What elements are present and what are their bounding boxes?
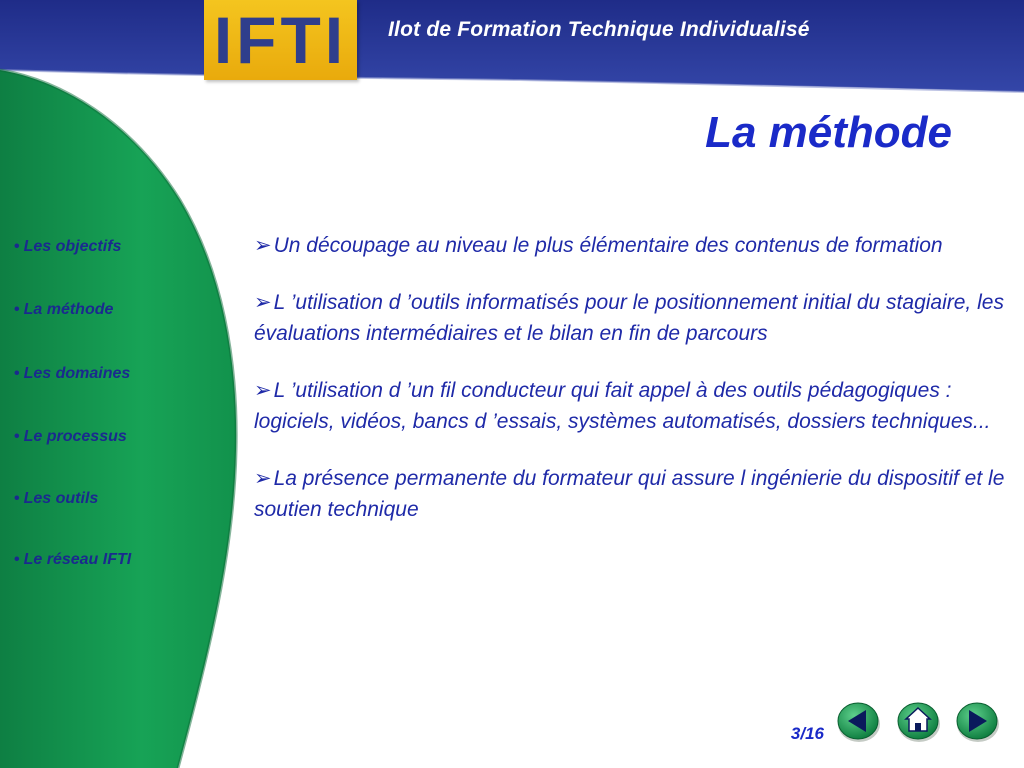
sidebar-item-label: La méthode: [23, 301, 114, 318]
header-title: Ilot de Formation Technique Individualisé: [388, 18, 810, 41]
page-number: 3/16: [790, 724, 824, 743]
content-paragraph: [254, 375, 1016, 437]
arrow-bullet-icon: ➢: [254, 379, 272, 402]
arrow-bullet-icon: ➢: [254, 291, 272, 314]
sidebar-item-outils[interactable]: • Les outils: [14, 490, 99, 507]
sidebar-item-label: Le réseau IFTI: [23, 551, 132, 568]
sidebar: [0, 60, 250, 768]
arrow-bullet-icon: ➢: [254, 234, 272, 257]
sidebar-item-label: Les objectifs: [23, 238, 122, 255]
sidebar-item-processus[interactable]: • Le processus: [14, 428, 127, 445]
home-icon: [896, 700, 942, 744]
content-body: [254, 230, 1016, 551]
home-button[interactable]: [896, 700, 942, 744]
sidebar-item-label: Les outils: [23, 490, 99, 507]
logo-text: IFTI: [213, 3, 348, 77]
content-paragraph: [254, 230, 1016, 261]
paragraph-text: L ’utilisation d ’outils informatisés pour le positionnement initial du stagiaire, les évaluations intermédiaires et le bilan en fin de parcours: [254, 291, 1004, 345]
arrow-bullet-icon: ➢: [254, 467, 272, 490]
sidebar-item-label: Les domaines: [23, 365, 131, 382]
next-button[interactable]: [955, 700, 1001, 744]
paragraph-text: L ’utilisation d ’un fil conducteur qui fait appel à des outils pédagogiques : logiciels, vidéos, bancs d ’essais, systèmes automatisés, dossiers techniques...: [254, 379, 991, 433]
content-paragraph: [254, 463, 1016, 525]
sidebar-item-objectifs[interactable]: • Les objectifs: [14, 238, 122, 255]
next-arrow-icon: [955, 700, 1001, 744]
paragraph-text: La présence permanente du formateur qui assure l ingénierie du dispositif et le soutien technique: [254, 467, 1005, 521]
previous-button[interactable]: [836, 700, 882, 744]
sidebar-item-reseau[interactable]: • Le réseau IFTI: [14, 551, 132, 568]
sidebar-item-methode[interactable]: • La méthode: [14, 301, 114, 318]
slide-title: La méthode: [705, 108, 952, 157]
paragraph-text: Un découpage au niveau le plus élémentaire des contenus de formation: [273, 234, 943, 257]
previous-arrow-icon: [836, 700, 882, 744]
sidebar-green-curve: [0, 60, 250, 768]
content-paragraph: [254, 287, 1016, 349]
sidebar-item-label: Le processus: [23, 428, 127, 445]
sidebar-item-domaines[interactable]: • Les domaines: [14, 365, 131, 382]
